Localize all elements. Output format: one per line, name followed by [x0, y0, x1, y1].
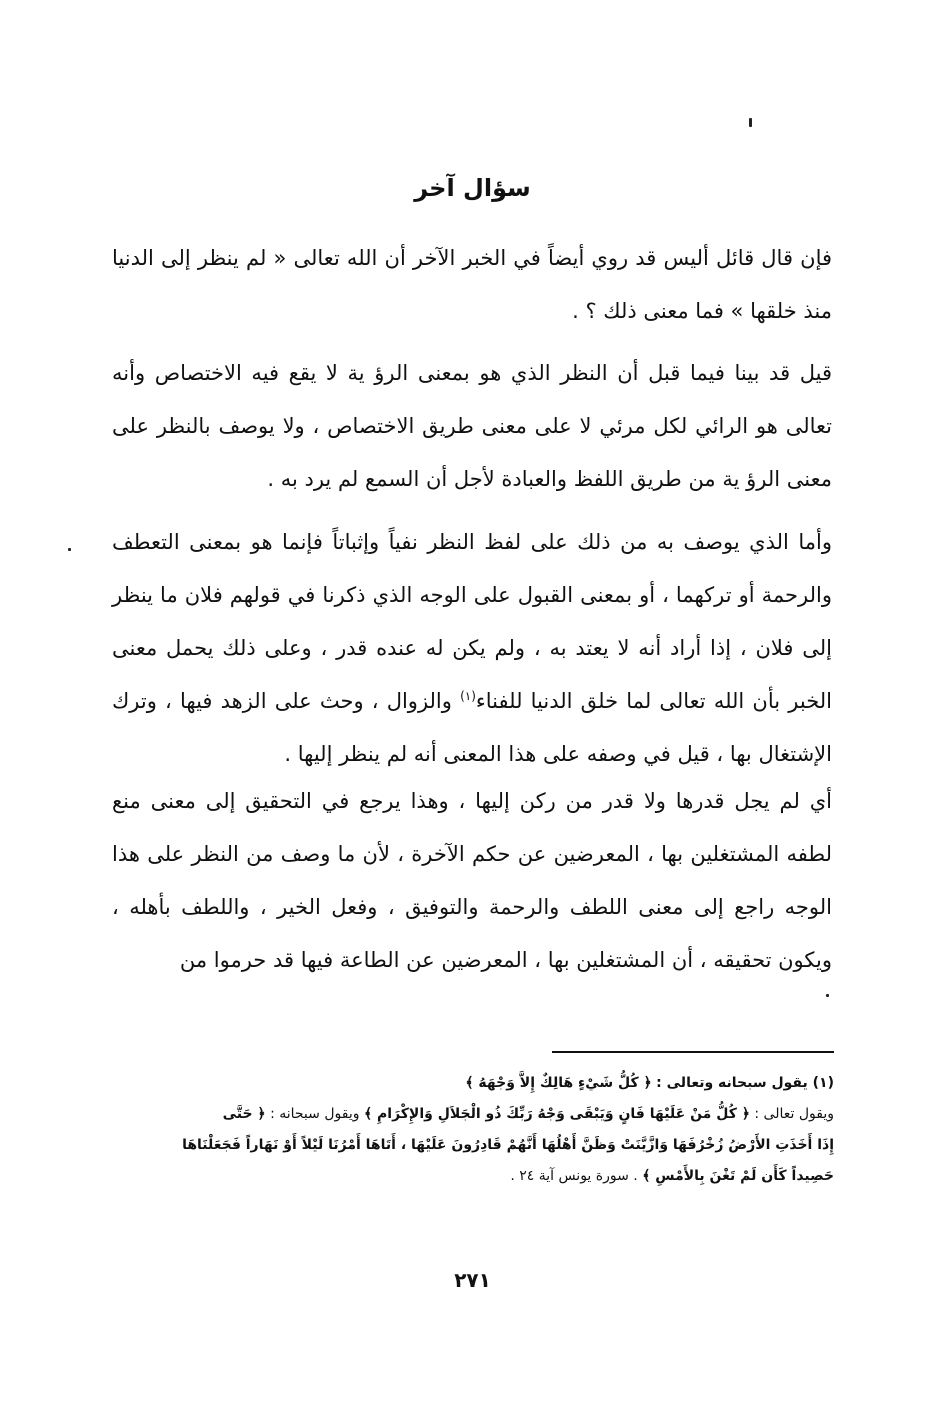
- footnote-line-2: ويقول تعالى : ﴿ كُلُّ مَنْ عَلَيْهَا فَانٍ وَيَبْقَى وَجْهُ رَبِّكَ ذُو الْجَلاَلِ وَالإِكْرَامِ ﴾ ويقول سبحانه : ﴿ حَتَّى: [222, 1106, 834, 1122]
- paragraph-meaning-text-b: والزوال ، وحث على الزهد فيها ، وترك الإشتغال بها ، قيل في وصفه على هذا المعنى أنه لم ينظر إليها .: [112, 689, 832, 766]
- section-heading: سؤال آخر: [414, 174, 531, 202]
- print-speck: [68, 548, 71, 551]
- paragraph-meaning-text-a: وأما الذي يوصف به من ذلك على لفظ النظر نفياً وإثباتاً فإنما هو بمعنى التعطف والرحمة أو تركهما ، أو بمعنى القبول على الوجه الذي ذكرنا في قولهم فلان ما ينظر إلى فلان ، إذا أراد أنه لا يعتد به ، ولم يكن له عنده قدر ، وعلى ذلك يحمل معنى الخبر بأن الله تعالى لما خلق الدنيا للفناء: [112, 530, 832, 713]
- print-speck: [826, 994, 829, 997]
- footnote-line-4: [112, 1161, 834, 1192]
- paragraph-meaning: [112, 516, 832, 781]
- paragraph-explanation: أي لم يجل قدرها ولا قدر من ركن إليها ، وهذا يرجع في التحقيق إلى معنى منع لطفه المشتغلين بها ، المعرضين عن حكم الآخرة ، لأن ما وصف من النظر على هذا الوجه راجع إلى معنى اللطف والرحمة والتوفيق ، وفعل الخير ، واللطف بأهله ، ويكون تحقيقه ، أن المشتغلين بها ، المعرضين عن الطاعة فيها قد حرموا من: [112, 789, 832, 972]
- footnote-marker[interactable]: (١): [460, 689, 476, 703]
- quran-verse-start: ﴿ حَتَّى: [222, 1106, 266, 1122]
- footnote-separator: [552, 1051, 834, 1053]
- verse-reference: . سورة يونس آية ٢٤ .: [510, 1168, 638, 1184]
- footnote-line-1: (١) يقول سبحانه وتعالى : ﴿ كُلُّ شَيْءٍ هَالِكٌ إِلاَّ وَجْهَهُ ﴾: [465, 1075, 834, 1091]
- print-speck: [749, 118, 752, 127]
- quran-verse: ﴿ كُلُّ شَيْءٍ هَالِكٌ إِلاَّ وَجْهَهُ ﴾: [465, 1075, 652, 1091]
- quran-verse: ﴿ كُلُّ مَنْ عَلَيْهَا فَانٍ وَيَبْقَى وَجْهُ رَبِّكَ ذُو الْجَلاَلِ وَالإِكْرَامِ ﴾: [363, 1106, 750, 1122]
- footnotes: [112, 1068, 834, 1192]
- footnote-line-3: إِذَا أَخَذَتِ الأَرْضُ زُخْرُفَهَا وَازَّيَّنَتْ وَظَنَّ أَهْلُهَا أَنَّهُمْ قَادِرُونَ عَلَيْهَا ، أَتَاهَا أَمْرُنَا لَيْلاً أَوْ نَهَاراً فَجَعَلْنَاهَا: [182, 1137, 834, 1153]
- page-number: ٢٧١: [454, 1268, 491, 1292]
- paragraph-answer: قيل قد بينا فيما قبل أن النظر الذي هو بمعنى الرؤ ية لا يقع فيه الاختصاص وأنه تعالى هو الرائي لكل مرئي لا على معنى طريق الاختصاص ، ولا يوصف بالنظر على معنى الرؤ ية من طريق اللفظ والعبادة لأجل أن السمع لم يرد به .: [112, 361, 832, 491]
- quran-verse-end: حَصِيداً كَأَن لَمْ تَغْنَ بِالأَمْسِ ﴾: [642, 1168, 834, 1184]
- paragraph-question: فإن قال قائل أليس قد روي أيضاً في الخبر الآخر أن الله تعالى « لم ينظر إلى الدنيا منذ خلقها » فما معنى ذلك ؟ .: [112, 246, 832, 323]
